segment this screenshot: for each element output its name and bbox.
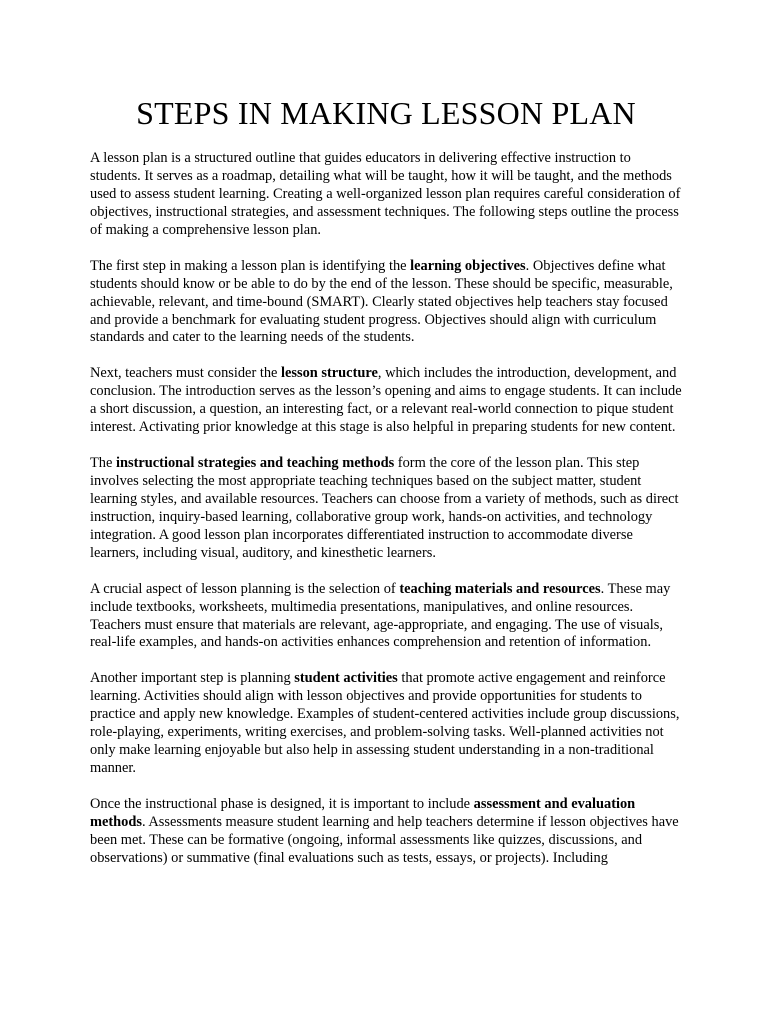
paragraph-text: . Assessments measure student learning and help teachers determine if lesson objectives have been met. These can be formative (ongoing, informal assessments like quizzes, discussions, and observations) or summative (final evaluations such as tests, essays, or projects). Including [90, 813, 679, 866]
key-term: instructional strategies and teaching methods [115, 455, 395, 472]
paragraph-text: Once the instructional phase is designed, it is important to include [90, 795, 474, 812]
paragraph-student-activities [90, 670, 682, 778]
paragraph-text: form the core of the lesson plan. This step involves selecting the most appropriate teaching techniques based on the subject matter, student learning styles, and available resources. Teachers can choose from a variety of methods, such as direct instruction, inquiry-based learning, collaborative group work, hands-on activities, and technology integration. A good lesson plan incorporates differentiated instruction to accommodate diverse learners, including visual, auditory, and kinesthetic learners. [90, 455, 679, 561]
key-term: assessment and evaluation methods [90, 795, 636, 830]
paragraph-text: , which includes the introduction, development, and conclusion. The introduction serves as the lesson’s opening and aims to engage students. It can include a short discussion, a question, an interesting fact, or a relevant real-world connection to pique student interest. Activating prior knowledge at this stage is also helpful in preparing students for new content. [90, 365, 682, 436]
paragraph-text: A lesson plan is a structured outline that guides educators in delivering effective instruction to students. It serves as a roadmap, detailing what will be taught, how it will be taught, and the methods used to assess student learning. Creating a well-organized lesson plan requires careful consideration of objectives, instructional strategies, and assessment techniques. The following steps outline the process of making a comprehensive lesson plan. [90, 150, 681, 238]
paragraph-text: The first step in making a lesson plan is identifying the [90, 257, 411, 274]
key-term: learning objectives [410, 257, 526, 274]
paragraph-assessment [90, 796, 682, 868]
paragraph-text: . These may include textbooks, worksheets, multimedia presentations, manipulatives, and online resources. Teachers must ensure that materials are relevant, age-appropriate, and engaging. The use of visuals, real-life examples, and hands-on activities enhances comprehension and retention of information. [90, 580, 671, 651]
key-term: student activities [294, 670, 398, 687]
paragraph-text: Another important step is planning [90, 670, 295, 687]
paragraph-teaching-materials [90, 581, 682, 653]
paragraph-text: A crucial aspect of lesson planning is the selection of [90, 580, 400, 597]
paragraph-text: The [90, 455, 116, 472]
document-title: STEPS IN MAKING LESSON PLAN [136, 95, 636, 131]
paragraph-lesson-structure [90, 365, 682, 437]
paragraph-introduction [90, 150, 682, 240]
paragraph-learning-objectives [90, 258, 682, 348]
key-term: teaching materials and resources [399, 580, 601, 597]
paragraph-instructional-strategies [90, 455, 682, 563]
paragraph-text: Next, teachers must consider the [90, 365, 282, 382]
paragraph-text: . Objectives define what students should know or be able to do by the end of the lesson. These should be specific, measurable, achievable, relevant, and time-bound (SMART). Clearly stated objectives help teachers stay focused and provide a benchmark for evaluating student progress. Objectives should align with curriculum standards and cater to the learning needs of the students. [90, 257, 673, 346]
document-page [90, 93, 682, 868]
paragraph-text: that promote active engagement and reinforce learning. Activities should align with lesson objectives and provide opportunities for students to practice and apply new knowledge. Examples of student-centered activities include group discussions, role-playing, experiments, writing exercises, and problem-solving tasks. Well-planned activities not only make learning enjoyable but also help in assessing student understanding in a non-traditional manner. [90, 670, 680, 777]
key-term: lesson structure [281, 365, 378, 382]
